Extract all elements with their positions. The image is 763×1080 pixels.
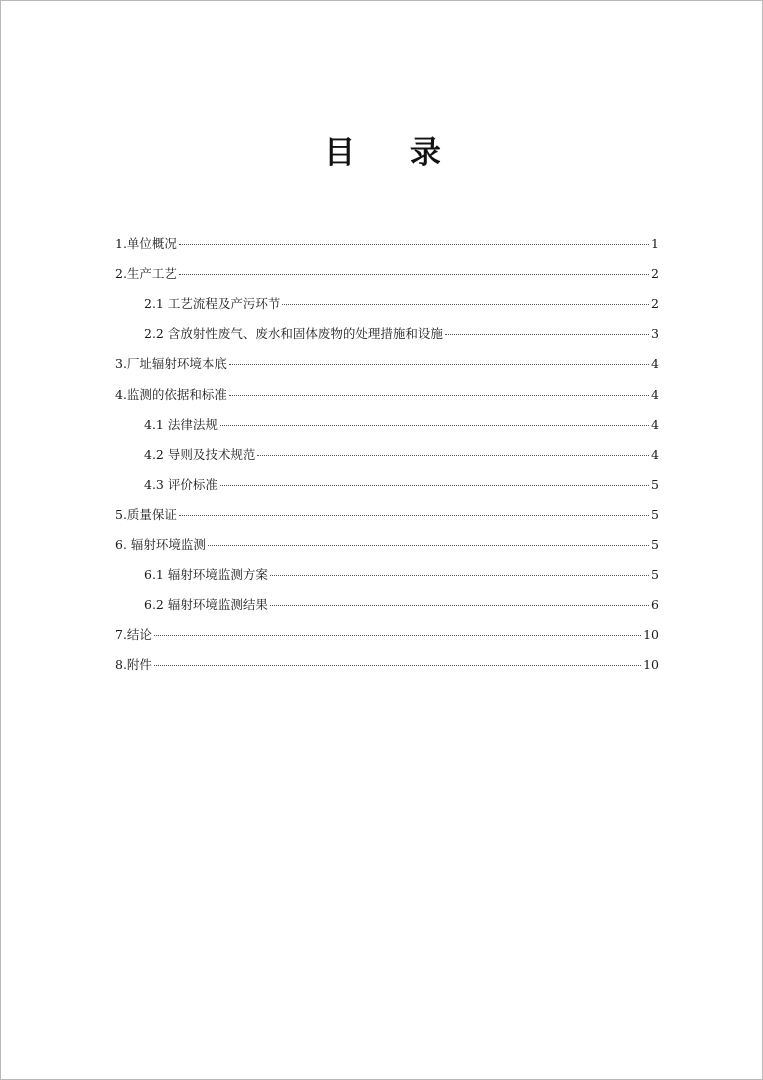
toc-entry-label: 1.单位概况 (115, 236, 177, 251)
dot-leader (229, 364, 649, 365)
toc-entry-label: 5.质量保证 (115, 507, 177, 522)
toc-entry-2-2[interactable] (144, 325, 659, 343)
dot-leader (220, 485, 649, 486)
dot-leader (179, 515, 649, 516)
toc-entry-page: 10 (643, 627, 659, 642)
toc-entry-page: 4 (651, 447, 659, 462)
dot-leader (154, 635, 641, 636)
toc-entry-3[interactable] (115, 355, 659, 373)
dot-leader (208, 545, 649, 546)
toc-entry-4-3[interactable] (144, 476, 659, 494)
toc-entry-label: 4.3 评价标准 (144, 477, 218, 492)
toc-entry-label: 6.1 辐射环境监测方案 (144, 567, 268, 582)
toc-entry-6-2[interactable] (144, 596, 659, 614)
toc-entry-2-1[interactable] (144, 295, 659, 313)
toc-entry-4-1[interactable] (144, 416, 659, 434)
dot-leader (154, 665, 641, 666)
toc-entry-page: 2 (651, 266, 659, 281)
dot-leader (282, 304, 649, 305)
toc-entry-4-2[interactable] (144, 446, 659, 464)
toc-entry-label: 6. 辐射环境监测 (115, 537, 206, 552)
toc-entry-label: 4.1 法律法规 (144, 417, 218, 432)
toc-entry-page: 2 (651, 296, 659, 311)
page-title: 目 录 (324, 135, 463, 171)
toc-entry-page: 5 (651, 537, 659, 552)
toc-entry-page: 10 (643, 657, 659, 672)
toc-entry-label: 4.2 导则及技术规范 (144, 447, 256, 462)
toc-entry-label: 3.厂址辐射环境本底 (115, 356, 227, 371)
toc-entry-label: 2.生产工艺 (115, 266, 177, 281)
toc-entry-label: 2.1 工艺流程及产污环节 (144, 296, 281, 311)
toc-entry-1[interactable] (115, 235, 659, 253)
toc-entry-page: 4 (651, 417, 659, 432)
dot-leader (220, 425, 649, 426)
toc-entry-5[interactable] (115, 506, 659, 524)
toc-entry-page: 3 (651, 326, 659, 341)
toc-entry-page: 6 (651, 597, 659, 612)
toc-entry-page: 4 (651, 387, 659, 402)
toc-entry-page: 4 (651, 356, 659, 371)
toc-entry-label: 2.2 含放射性废气、废水和固体废物的处理措施和设施 (144, 326, 443, 341)
toc-entry-label: 7.结论 (115, 627, 152, 642)
dot-leader (257, 455, 649, 456)
toc-entry-page: 5 (651, 567, 659, 582)
dot-leader (179, 274, 649, 275)
toc-entry-label: 6.2 辐射环境监测结果 (144, 597, 268, 612)
dot-leader (229, 395, 649, 396)
toc-entry-page: 5 (651, 507, 659, 522)
toc-entry-6-1[interactable] (144, 566, 659, 584)
dot-leader (445, 334, 649, 335)
dot-leader (270, 575, 649, 576)
dot-leader (270, 605, 649, 606)
toc-entry-page: 1 (651, 236, 659, 251)
toc-entry-label: 4.监测的依据和标准 (115, 387, 227, 402)
toc-entry-page: 5 (651, 477, 659, 492)
toc-entry-6[interactable] (115, 536, 659, 554)
toc-entry-8[interactable] (115, 656, 659, 674)
toc-entry-2[interactable] (115, 265, 659, 283)
toc-entry-label: 8.附件 (115, 657, 152, 672)
dot-leader (179, 244, 649, 245)
toc-entry-4[interactable] (115, 386, 659, 404)
toc-entry-7[interactable] (115, 626, 659, 644)
